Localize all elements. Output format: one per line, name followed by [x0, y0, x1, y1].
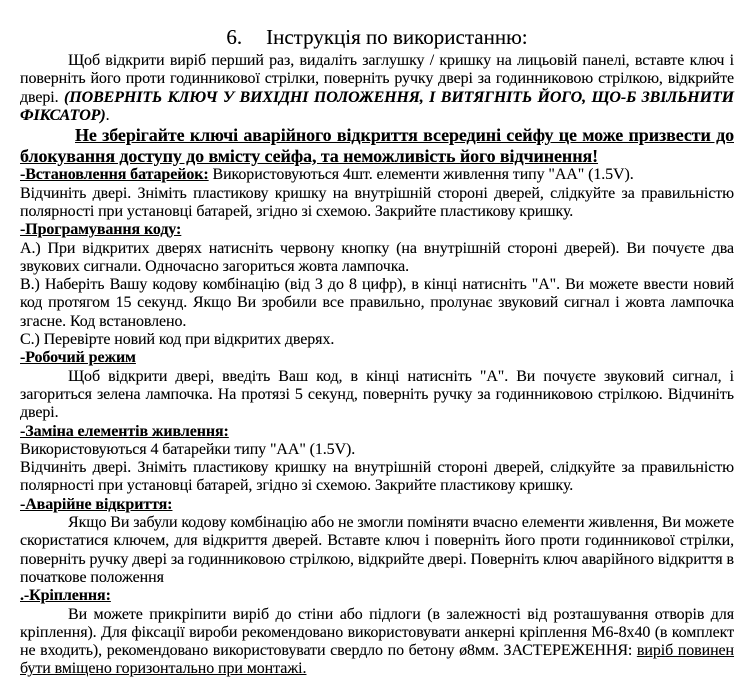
battery-replacement-heading-line	[20, 423, 734, 441]
section-title-text: Інструкція по використанню:	[266, 25, 528, 49]
mounting-text: Ви можете прикріпити виріб до стіни або підлоги (в залежності від розташування отворів для кріплення). Для фіксації вироби рекомендовано використовувати анкерні кріплення М6-8х40 (в комплект не входить), рекомендовано використовувати свердло по бетону ø8мм. ЗАСТЕРЕЖЕННЯ:	[20, 605, 734, 660]
working-mode-body: Щоб відкрити двері, введіть Ваш код, в кінці натисніть "А". Ви почуєте звуковий сигнал, і загориться зелена лампочка. На протязі 5 секунд, поверніть ручку за годинниковою стрілкою. Відчиніть двері.	[20, 367, 734, 422]
battery-replacement-intro: Використовуються 4 батарейки типу "АА" (1.5V).	[20, 440, 356, 458]
emergency-opening-heading-line	[20, 496, 734, 514]
section-number: 6.	[226, 25, 243, 49]
warning-paragraph: Не зберігайте ключі аварійного відкриття всередині сейфу це може призвести до блокування доступу до вмісту сейфа, та неможливість його відчинення!	[20, 125, 734, 166]
emergency-opening-body: Якщо Ви забули кодову комбінацію або не змогли поміняти вчасно елементи живлення, Ви можете скористатися ключем, для відкриття дверей. Вставте ключ і поверніть його проти годинникової стрілки, поверніть ручку двері за годинниковою стрілкою, відкрийте двері. Поверніть ключ аварійного відкриття в початкове положення	[20, 514, 734, 586]
intro-paragraph	[20, 52, 734, 125]
battery-install-heading: -Встановлення батарейок:	[20, 166, 209, 184]
battery-install-body: Відчиніть двері. Зніміть пластикову кришку на внутрішній стороні дверей, слідкуйте за правильністю полярності при установці батарей, згідно зі схемою. Закрийте пластикову кришку.	[20, 184, 734, 220]
code-step-c: С.) Перевірте новий код при відкритих дверях.	[20, 331, 335, 349]
emergency-opening-heading: -Аварійне відкриття:	[20, 495, 173, 513]
mounting-warning-underlined: виріб повинен бути вміщено горизонтально при монтажі.	[20, 642, 735, 678]
battery-install-text: Використовуються 4шт. елементи живлення типу "АА" (1.5V).	[208, 166, 634, 184]
battery-replacement-body: Відчиніть двері. Зніміть пластикову кришку на внутрішній стороні дверей, слідкуйте за правильністю полярності при установці батарей, згідно зі схемою. Закрийте пластикову кришку.	[20, 459, 734, 495]
battery-install-section	[20, 166, 734, 184]
working-mode-heading-line	[20, 349, 734, 367]
intro-text-after: .	[105, 106, 110, 124]
code-programming-heading-line	[20, 221, 734, 239]
code-programming-heading: -Програмування коду:	[20, 221, 182, 239]
mounting-body	[20, 606, 734, 679]
mounting-heading-line	[20, 587, 734, 605]
intro-text-before: Щоб відкрити виріб перший раз, видаліть заглушку / кришку на лицьовій панелі, вставте ключ і поверніть його проти годинникової стрілки, поверніть ручку двері за годинниковою стрілкою, відкрийте двері.	[20, 52, 734, 106]
code-step-b: В.) Наберіть Вашу кодову комбінацію (від 3 до 8 цифр), в кінці натисніть "А". Ви можете ввести новий код протягом 15 секунд. Якщо Ви зробили все правильно, пролунає звуковий сигнал і жовта лампочка згасне. Код встановлено.	[20, 276, 734, 330]
code-step-a: А.) При відкритих дверях натисніть червону кнопку (на внутрішній стороні дверей). Ви почуєте два звукових сигнали. Одночасно загориться жовта лампочка.	[20, 239, 734, 275]
battery-replacement-heading: -Заміна елементів живлення:	[20, 422, 229, 440]
key-return-notice: (ПОВЕРНІТЬ КЛЮЧ У ВИХІДНІ ПОЛОЖЕННЯ, І ВИТЯГНІТЬ ЙОГО, ЩО-Б ЗВІЛЬНИТИ ФІКСАТОР)	[20, 88, 735, 124]
section-title	[20, 24, 734, 50]
mounting-heading: .-Кріплення:	[20, 587, 111, 605]
working-mode-heading: -Робочий режим	[20, 349, 136, 367]
